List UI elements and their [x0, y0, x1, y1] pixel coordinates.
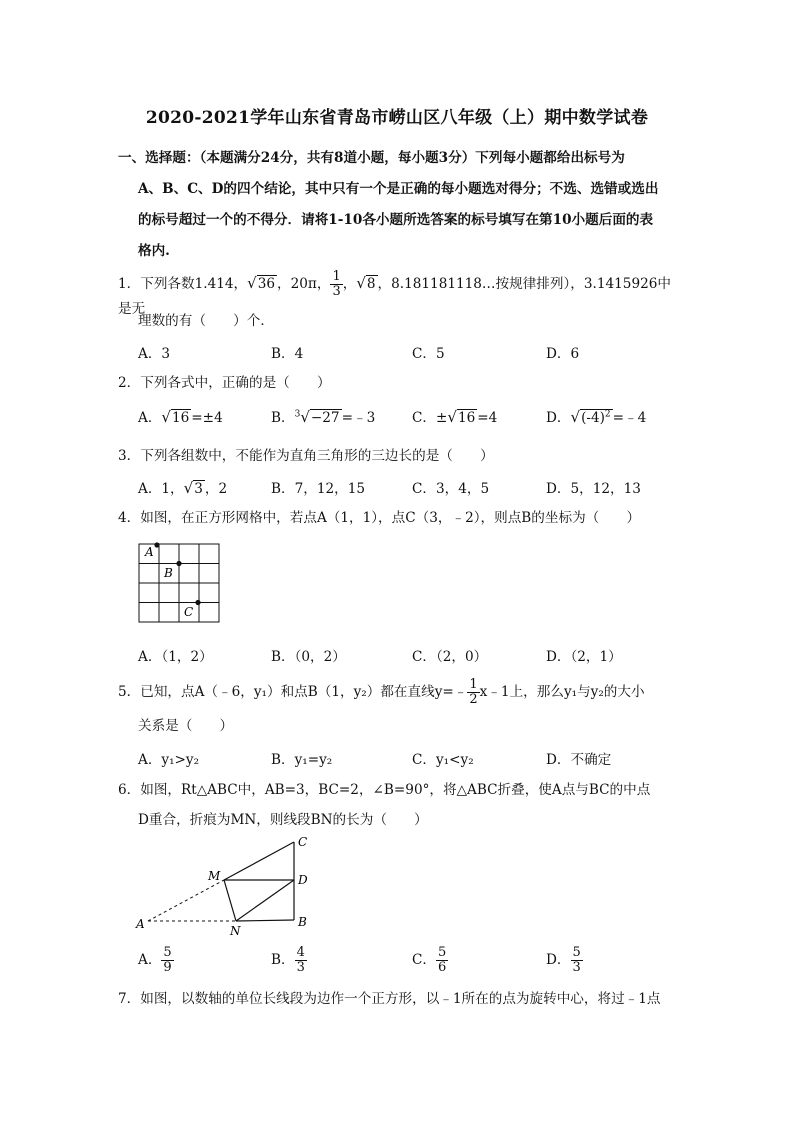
fraction-denominator: 6: [438, 960, 447, 975]
cube-root-icon: √: [300, 408, 310, 426]
option-c[interactable]: C．5: [412, 346, 445, 362]
option-d[interactable]: D．5，12，13: [546, 481, 641, 497]
question-6-options: [138, 946, 698, 980]
option-tail: =±4: [191, 410, 223, 426]
option-label: A．1，: [138, 481, 184, 497]
section-line-2: A、B、C、D的四个结论，其中只有一个是正确的每小题选对得分；不选、选错或选出: [138, 181, 659, 197]
label-c: C: [298, 835, 308, 849]
option-tail: =﹣3: [341, 410, 376, 426]
label-b: B: [164, 566, 173, 580]
fraction-numerator: 5: [572, 945, 581, 960]
fraction-one-third: [330, 270, 342, 299]
option-d[interactable]: [546, 406, 646, 426]
option-a[interactable]: A．（1，2）: [138, 649, 213, 665]
segment-mc: [224, 842, 294, 880]
label-d: D: [298, 873, 308, 887]
radicand-8: 8: [366, 276, 376, 292]
label-a: A: [145, 545, 154, 559]
fraction-denominator: 3: [572, 960, 581, 975]
sqrt-icon: √: [356, 274, 366, 292]
option-d[interactable]: D．6: [546, 346, 580, 362]
segment-nd: [236, 880, 294, 921]
question-5-options: [138, 748, 698, 768]
option-label: C．±: [412, 410, 448, 426]
question-1-text-a: 下列各数1.414，: [140, 276, 248, 292]
fraction-denominator: 3: [332, 284, 341, 299]
section-line-1: 一、选择题：（本题满分24分，共有8道小题，每小题3分）下列每小题都给出标号为: [118, 150, 625, 166]
exponent: 2: [604, 409, 611, 420]
question-5-line-1: [118, 678, 678, 707]
option-label: D．: [546, 410, 571, 426]
sqrt-icon: √: [247, 274, 257, 292]
option-c[interactable]: C．3，4，5: [412, 481, 490, 497]
option-a[interactable]: A．y₁>y₂: [138, 752, 200, 768]
option-label: C．: [412, 952, 436, 968]
fraction-numerator: 5: [163, 945, 172, 960]
option-tail: =4: [477, 410, 498, 426]
option-d[interactable]: [546, 946, 583, 975]
fraction-denominator: 9: [163, 960, 172, 975]
fraction-numerator: 1: [332, 269, 341, 284]
question-6-triangle-figure: [130, 832, 320, 942]
fraction-numerator: 5: [438, 945, 447, 960]
sqrt-icon: √: [570, 408, 581, 426]
option-fraction: [571, 946, 583, 975]
radicand-36: 36: [257, 276, 276, 292]
option-b[interactable]: [271, 946, 307, 975]
option-d[interactable]: D．（2，1）: [546, 649, 622, 665]
option-fraction: [436, 946, 448, 975]
question-1-options: [138, 342, 698, 362]
fraction-denominator: 2: [469, 692, 478, 707]
option-tail: ，2: [204, 481, 228, 497]
option-a[interactable]: [138, 406, 223, 426]
option-label: A．: [138, 952, 162, 968]
radicand-base: (-4): [581, 410, 605, 426]
option-b[interactable]: B．y₁=y₂: [271, 752, 333, 768]
point-b: [176, 561, 181, 566]
option-fraction: [295, 946, 307, 975]
section-instructions: [118, 143, 678, 267]
fraction-numerator: 4: [296, 945, 305, 960]
question-1-line-2: 理数的有（ ）个．: [138, 313, 274, 329]
option-b[interactable]: B．7，12，15: [271, 481, 366, 497]
radicand: −27: [310, 410, 340, 426]
question-1-text-b: ，20π，: [277, 276, 331, 292]
option-d[interactable]: D．不确定: [546, 752, 612, 768]
question-2-stem: 2．下列各式中，正确的是（ ）: [118, 375, 331, 391]
sqrt-icon: √: [447, 408, 457, 426]
question-3-options: [138, 477, 698, 497]
question-1-number: 1．: [118, 276, 141, 292]
option-fraction: [161, 946, 173, 975]
radicand: 3: [194, 481, 203, 497]
label-n: N: [230, 924, 241, 938]
option-label: D．: [546, 952, 571, 968]
root-index: 3: [294, 409, 301, 420]
sqrt-icon: √: [161, 408, 171, 426]
question-6-line-1: 6．如图，Rt△ABC中，AB=3，BC=2，∠B=90°，将△ABC折叠，使A点与BC的中点: [118, 782, 651, 798]
radicand: 16: [171, 410, 190, 426]
question-7-line-1: 7．如图，以数轴的单位长线段为边作一个正方形，以﹣1所在的点为旋转中心，将过﹣1点: [118, 991, 661, 1007]
sqrt-icon: √: [183, 479, 194, 497]
segment-nb: [236, 920, 294, 921]
option-b[interactable]: [271, 406, 375, 426]
label-c: C: [184, 605, 194, 619]
option-b[interactable]: B．（0，2）: [271, 649, 346, 665]
segment-mn: [224, 880, 236, 921]
option-label: B．: [271, 410, 295, 426]
option-label: B．: [271, 952, 295, 968]
label-m: M: [208, 869, 221, 883]
option-c[interactable]: C．y₁<y₂: [412, 752, 474, 768]
option-b[interactable]: B．4: [271, 346, 304, 362]
radicand: 16: [457, 410, 476, 426]
question-6-line-2: D重合，折痕为MN，则线段BN的长为（ ）: [138, 812, 428, 828]
option-a[interactable]: [138, 946, 174, 975]
point-c: [195, 600, 200, 605]
option-a[interactable]: [138, 477, 227, 497]
dashed-am: [148, 880, 224, 921]
question-2-options: [138, 406, 698, 426]
exam-title: 2020-2021学年山东省青岛市崂山区八年级（上）期中数学试卷: [145, 108, 649, 128]
option-c[interactable]: [412, 946, 448, 975]
option-c[interactable]: C．（2，0）: [412, 649, 488, 665]
question-4-options: [138, 645, 698, 665]
question-5-line-2: 关系是（ ）: [138, 718, 234, 734]
question-3-stem: 3．下列各组数中，不能作为直角三角形的三边长的是（ ）: [118, 448, 494, 464]
option-tail: =﹣4: [612, 410, 647, 426]
label-b: B: [298, 915, 307, 929]
section-line-4: 格内.: [138, 243, 170, 259]
label-a: A: [136, 917, 145, 931]
fraction-denominator: 3: [296, 960, 305, 975]
question-1-text-d: ，8.181181118…按规律排列），3.1415926中是无: [118, 276, 671, 317]
question-4-stem: 4．如图，在正方形网格中，若点A（1，1），点C（3，﹣2），则点B的坐标为（ ）: [118, 510, 641, 526]
fraction-numerator: 1: [469, 677, 478, 692]
question-1-text-c: ，: [342, 276, 357, 292]
option-c[interactable]: [412, 406, 497, 426]
radicand: [580, 409, 613, 426]
question-4-grid-figure: [135, 540, 225, 625]
section-line-3: 的标号超过一个的不得分．请将1-10各小题所选答案的标号填写在第10小题后面的表: [138, 212, 654, 228]
option-label: A．: [138, 410, 162, 426]
fraction-one-half: [467, 678, 479, 707]
option-a[interactable]: A．3: [138, 346, 171, 362]
question-5-text-a: 5．已知，点A（﹣6，y₁）和点B（1，y₂）都在直线y=﹣: [118, 684, 468, 700]
question-5-text-b: x﹣1上，那么y₁与y₂的大小: [479, 684, 645, 700]
point-a: [154, 542, 159, 547]
